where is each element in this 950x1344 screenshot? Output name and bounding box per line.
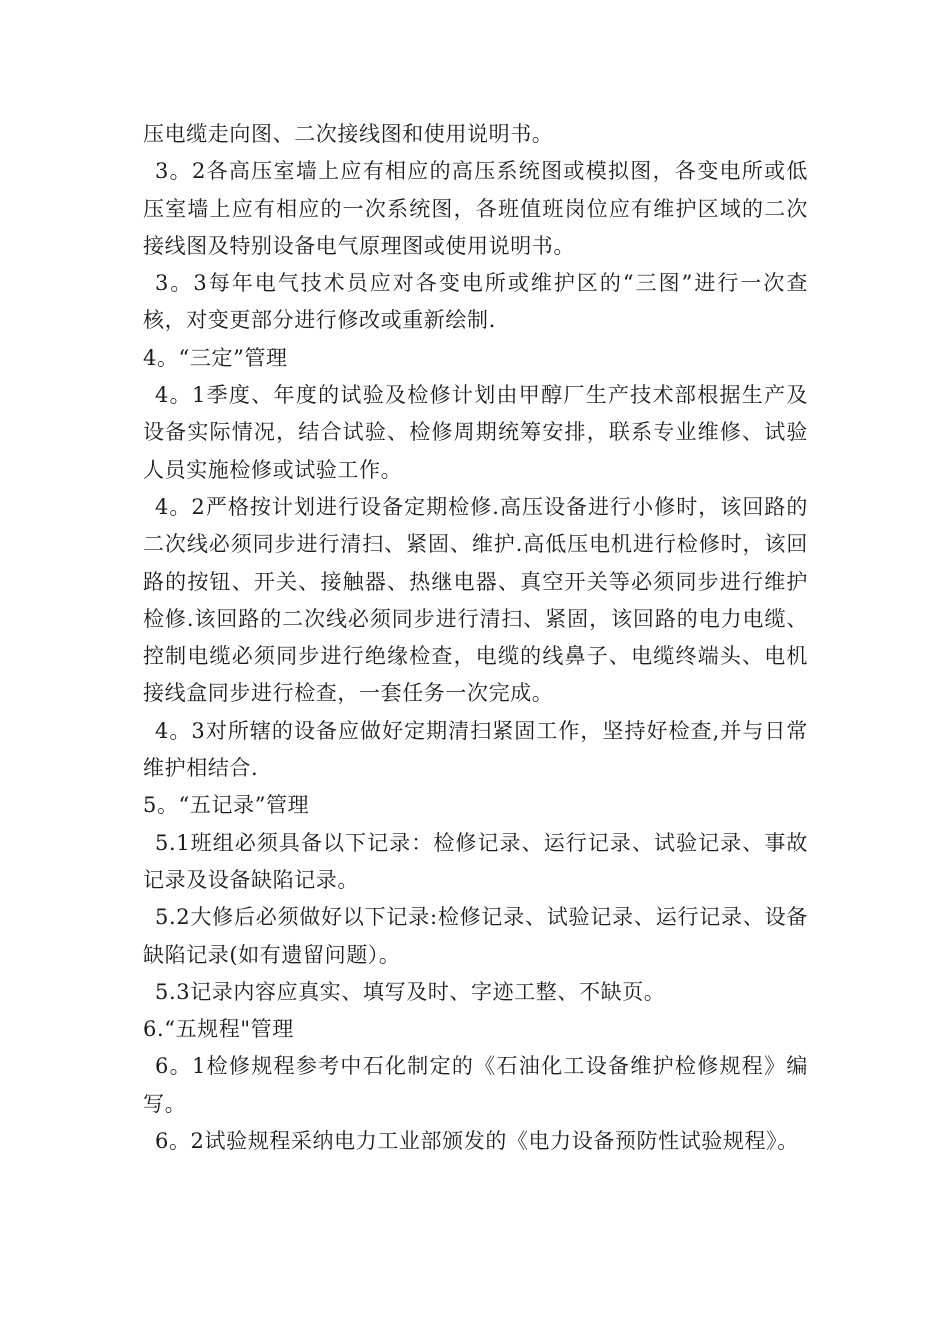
heading-section-6: 6.“五规程"管理 [143, 1017, 294, 1042]
heading-section-4: 4。“三定”管理 [143, 345, 288, 370]
paragraph-1: 压电缆走向图、二次接线图和使用说明书。 [143, 122, 554, 146]
paragraph-5-3: 5.3记录内容应真实、填写及时、字迹工整、不缺页。 [155, 979, 666, 1004]
paragraph-5-1: 5.1班组必须具备以下记录：检修记录、运行记录、试验记录、事故记录及设备缺陷记录。 [143, 830, 808, 892]
heading-section-5: 5。“五记录”管理 [143, 793, 310, 818]
paragraph-4-1: 4。1季度、年度的试验及检修计划由甲醇厂生产技术部根据生产及设备实际情况，结合试验、检修周期统筹安排，联系专业维修、试验人员实施检修或试验工作。 [143, 383, 808, 482]
paragraph-4-3: 4。3对所辖的设备应做好定期清扫紧固工作，坚持好检查,并与日常维护相结合. [143, 718, 808, 781]
paragraph-3-3: 3。3每年电气技术员应对各变电所或维护区的“三图”进行一次查核，对变更部分进行修改或重新绘制. [143, 271, 808, 333]
paragraph-6-2: 6。2试验规程采纳电力工业部颁发的《电力设备预防性试验规程》。 [155, 1129, 799, 1154]
paragraph-5-2: 5.2大修后必须做好以下记录:检修记录、试验记录、运行记录、设备缺陷记录(如有遗留问题）。 [143, 905, 808, 967]
paragraph-3-2: 3。2各高压室墙上应有相应的高压系统图或模拟图，各变电所或低压室墙上应有相应的一次系统图，各班值班岗位应有维护区域的二次接线图及特别设备电气原理图或使用说明书。 [143, 159, 808, 258]
paragraph-6-1: 6。1检修规程参考中石化制定的《石油化工设备维护检修规程》编写。 [143, 1054, 808, 1116]
document-body [143, 116, 808, 1160]
paragraph-4-2: 4。2严格按计划进行设备定期检修.高压设备进行小修时，该回路的二次线必须同步进行清扫、紧固、维护.高低压电机进行检修时，该回路的按钮、开关、接触器、热继电器、真空开关等必须同步进行维护检修.该回路的二次线必须同步进行清扫、紧固，该回路的电力电缆、控制电缆必须同步进行绝缘检查，电缆的线鼻子、电缆终端头、电机接线盒同步进行检查，一套任务一次完成。 [143, 494, 808, 706]
